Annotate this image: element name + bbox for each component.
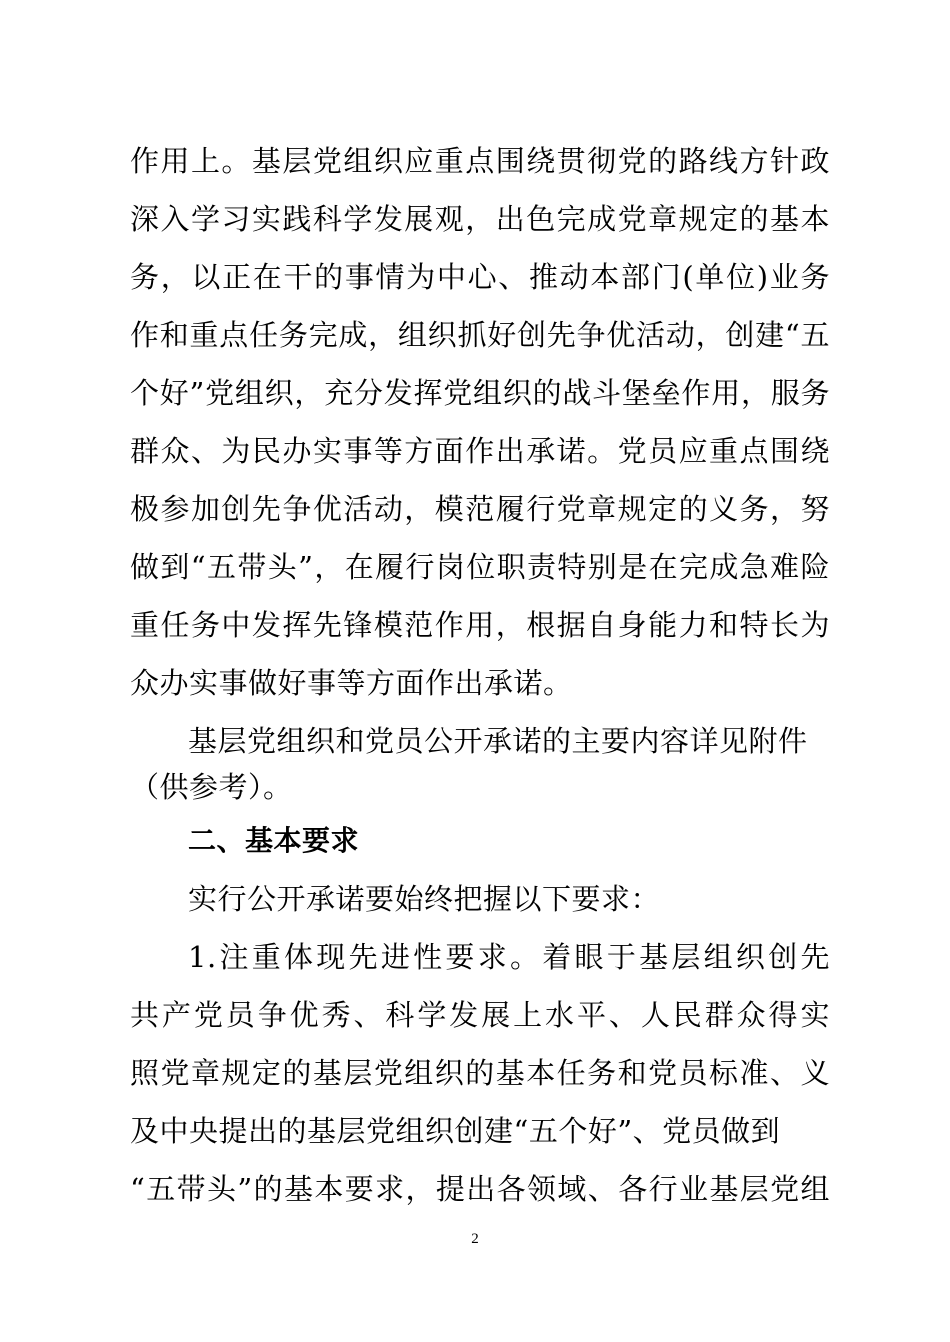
text-line: 个好”党组织，充分发挥党组织的战斗堡垒作用，服务: [130, 376, 830, 410]
text-line: 及中央提出的基层党组织创建“五个好”、党员做到: [130, 1114, 781, 1148]
text-line: 1.注重体现先进性要求。着眼于基层组织创先: [188, 940, 830, 974]
text-line: 照党章规定的基层党组织的基本任务和党员标准、义: [130, 1056, 830, 1090]
text-line: 极参加创先争优活动，模范履行党章规定的义务，努: [130, 492, 830, 526]
text-line: 众办实事做好事等方面作出承诺。: [130, 666, 573, 700]
text-line: （供参考）。: [130, 770, 293, 804]
section-heading: 二、基本要求: [188, 824, 360, 857]
text-line: 共产党员争优秀、科学发展上水平、人民群众得实: [130, 998, 830, 1032]
text-line: 作和重点任务完成，组织抓好创先争优活动，创建“五: [130, 318, 830, 352]
text-line: 作用上。基层党组织应重点围绕贯彻党的路线方针政: [130, 144, 830, 178]
text-line: 群众、为民办实事等方面作出承诺。党员应重点围绕: [130, 434, 830, 468]
text-line: 重任务中发挥先锋模范作用，根据自身能力和特长为: [130, 608, 830, 642]
text-line: 务，以正在干的事情为中心、推动本部门(单位)业务: [130, 260, 830, 294]
text-line: 做到“五带头”，在履行岗位职责特别是在完成急难险: [130, 550, 830, 584]
text-line: 深入学习实践科学发展观，出色完成党章规定的基本: [130, 202, 830, 236]
page-number: 2: [471, 1231, 479, 1247]
text-line: “五带头”的基本要求，提出各领域、各行业基层党组: [130, 1172, 830, 1206]
text-line: 实行公开承诺要始终把握以下要求：: [188, 882, 661, 916]
text-line: 基层党组织和党员公开承诺的主要内容详见附件: [188, 724, 808, 758]
